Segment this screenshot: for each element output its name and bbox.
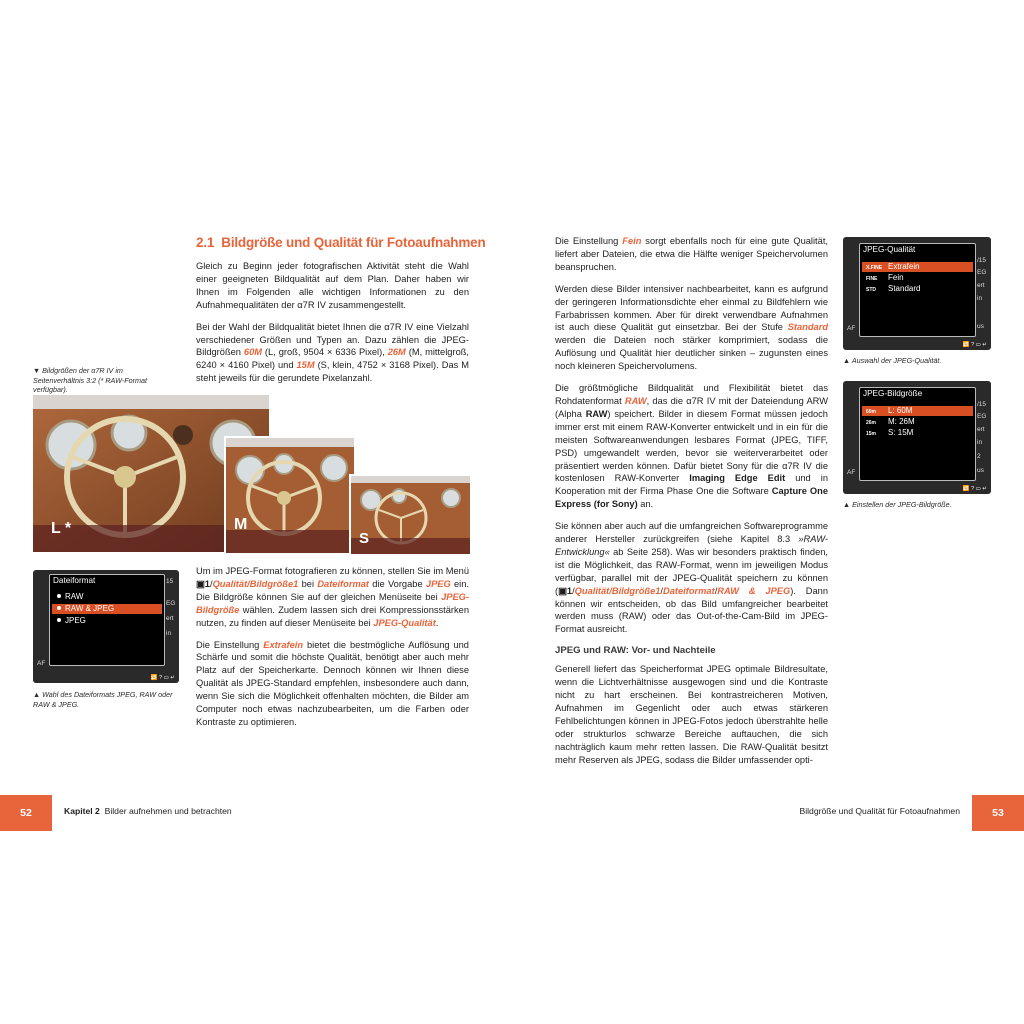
camera-menu-dateiformat [33, 570, 179, 683]
menu-item-26m[interactable] [862, 417, 973, 427]
right-body [555, 235, 828, 775]
paragraph: Die größtmögliche Bildqualität und Flexibilität bietet das Rohdatenformat RAW, das die α7R IV mit der Dateiendung ARW (Alpha RAW) speichert. Bilder in diesem Format müssen jedoch immer erst mit einem RAW-Konverter entwickelt und in ein für die meisten Softwareanwendungen lesbares Format (JPEG, TIFF, PSD) umgewandelt werden, bevor sie weiterverarbeitet oder präsentiert werden können. Dafür bietet Sony für die α7R IV die kostenlosen RAW-Konverter Imaging Edge Edit und in Kooperation mit der Firma Phase One die Software Capture One Express (for Sony) an. [555, 383, 828, 510]
menu-hint-icons: 🔁 ? ▭ ↵ [150, 675, 175, 681]
left-body-bottom [196, 565, 469, 738]
menu-item-fein[interactable] [862, 273, 973, 283]
menu-item-15m[interactable] [862, 428, 973, 438]
paragraph: Bei der Wahl der Bildqualität bietet Ihnen die α7R IV eine Vielzahl verschiedener Größen und Typen an. Dazu zählen die JPEG-Bildgrößen 60M (L, groß, 9504 × 6336 Pixel), 26M (M, mittelgroß, 6240 × 4160 Pixel) und 15M (S, klein, 4752 × 3168 Pixel). Das M steht jeweils für die gerundete Pixelanzahl. [196, 321, 469, 384]
menu-title: Dateiformat [53, 576, 96, 585]
menu-item-extrafein[interactable] [862, 262, 973, 272]
menu-item-label: Standard [888, 284, 921, 293]
left-body-top [196, 260, 469, 394]
footer-chapter-label: Kapitel 2 [64, 806, 100, 816]
bullet-icon [57, 594, 61, 598]
caption-image-sizes: ▼ Bildgrößen der α7R IV im Seitenverhältnis 3:2 (* RAW-Format verfügbar). [33, 366, 147, 395]
menu-item-standard[interactable] [862, 284, 973, 294]
subheading: JPEG und RAW: Vor- und Nachteile [555, 645, 716, 657]
car-dashboard-photo-medium [224, 436, 354, 553]
paragraph: Gleich zu Beginn jeder fotografischen Aktivität steht die Wahl einer geeigneten Bildqualität auf dem Plan. Daher haben wir Ihnen im Folgenden alle wichtigen Informationen zu den Aufnahmequalitäten der α7R IV zusammengestellt. [196, 261, 469, 310]
size-tag: 15m [866, 431, 877, 437]
menu-side-text: AF [37, 660, 46, 667]
bullet-icon [57, 618, 61, 622]
menu-item-label: L: 60M [888, 406, 913, 415]
paragraph: Um im JPEG-Format fotografieren zu können, stellen Sie im Menü ▣1/Qualität/Bildgröße1 bei Dateiformat die Vorgabe JPEG ein. Die Bildgröße können Sie auf der gleichen Menüseite bei JPEG-Bildgröße wählen. Zudem lassen sich drei Kompressionsstärken nutzen, zu finden auf dieser Menüseite bei JPEG-Qualität. [196, 566, 469, 628]
page-number-left: 52 [0, 795, 52, 831]
footer-chapter [64, 806, 232, 816]
menu-side-text: ert [977, 282, 985, 289]
paragraph: Sie können aber auch auf die umfangreichen Softwareprogramme anderer Hersteller zurückgreifen (siehe Kapitel 8.3 »RAW-Entwicklung« ab Seite 258). Was wir besonders praktisch finden, ist die Möglichkeit, das RAW-Format, wenn im jeweiligen Modus verfügbar, parallel mit der JPEG-Qualität speichern zu können (▣1/Qualität/Bildgröße1/Dateiformat/RAW & JPEG). Dann können wir entscheiden, ob das Bild umfangreicher bearbeitet werden muss (RAW) oder das Out-of-the-Cam-Bild im JPEG-Format ausreicht. [555, 521, 828, 635]
paragraph: Werden diese Bilder intensiver nachbearbeitet, kann es aufgrund der geringeren Informationsdichte eher einmal zu Bildfehlern wie Farbabrissen kommen. Aber für direkt verwendbare Aufnahmen ist auch diese Qualität gut einsetzbar. Bei der Stufe Standard werden die Dateien noch stärker komprimiert, sodass die Auflösung und Qualität hier deutlicher sinken – zugunsten eines noch kleineren Speichervolumens. [555, 283, 828, 372]
size-label-large: L * [51, 520, 72, 537]
paragraph: Die Einstellung Extrafein bietet die bestmögliche Auflösung und Schärfe und somit die höchste Qualität, benötigt aber auch mehr Platz auf der Speicherkarte. Dennoch können wir Ihnen diese Qualität als JPEG-Standard empfehlen, insbesondere auch dann, wenn Sie sich die Möglichkeit offenhalten möchten, die Bilder am Computer noch etwas nachzubearbeiten, um die Farben oder Kontraste zu optimieren. [196, 639, 469, 727]
footer-section-title: Bildgröße und Qualität für Fotoaufnahmen [799, 806, 960, 816]
menu-item-label: Fein [888, 273, 904, 282]
menu-side-text: 2 [977, 453, 981, 460]
menu-side-text: EG [977, 413, 987, 420]
menu-item-raw-jpeg[interactable] [52, 604, 162, 614]
bullet-icon [57, 606, 61, 610]
menu-side-text: AF [847, 325, 856, 332]
paragraph: Generell liefert das Speicherformat JPEG optimale Bildresultate, wenn die Lichtverhältnisse ausgewogen sind und die Kontraste nicht zu hart erscheinen. Bei kontrastreicheren Motiven, Aufnahmen im Gegenlicht oder auch etwas stärkeren Fehlbelichtungen können in JPEG-Fotos jedoch überstrahlte helle oder strukturlos schwarze Bereiche auftauchen, die sich nachträglich kaum mehr retten lassen. Die RAW-Qualität besitzt mehr Reserven als JPEG, sodass die Bilder umfassender opti- [555, 664, 828, 765]
menu-item-raw[interactable] [52, 592, 162, 602]
quality-tag: STD [866, 287, 876, 293]
menu-title: JPEG-Bildgröße [863, 389, 923, 398]
size-label-small: S [359, 530, 370, 547]
menu-window [49, 574, 165, 666]
menu-side-text: EG [977, 269, 987, 276]
menu-item-60m[interactable] [862, 406, 973, 416]
menu-window [859, 243, 976, 337]
camera-menu-jpeg-size [843, 381, 991, 494]
menu-side-text: EG [166, 600, 176, 607]
caption-file-format: ▲ Wahl des Dateiformats JPEG, RAW oder RAW & JPEG. [33, 690, 173, 709]
caption-jpeg-quality: ▲ Auswahl der JPEG-Qualität. [843, 356, 942, 365]
menu-hint-icons: 🔁 ? ▭ ↵ [962, 486, 987, 492]
size-label-medium: M [234, 516, 248, 533]
quality-tag: FINE [866, 276, 878, 282]
menu-item-label: JPEG [65, 616, 86, 625]
page-number-right: 53 [972, 795, 1024, 831]
paragraph: Die Einstellung Fein sorgt ebenfalls noch für eine gute Qualität, liefert aber Dateien, die etwa die Hälfte weniger Speichervolumen beanspruchen. [555, 236, 828, 272]
menu-item-jpeg[interactable] [52, 616, 162, 626]
menu-side-text: ert [166, 615, 174, 622]
menu-side-text: us [977, 323, 984, 330]
menu-side-text: in [977, 439, 983, 446]
menu-item-label: Extrafein [888, 262, 920, 271]
camera-menu-jpeg-quality [843, 237, 991, 350]
size-tag: 60m [866, 409, 877, 415]
dashboard-illustration [226, 438, 354, 553]
caption-jpeg-size: ▲ Einstellen der JPEG-Bildgröße. [843, 500, 952, 509]
menu-item-label: RAW & JPEG [65, 604, 115, 613]
menu-side-text: /15 [977, 401, 987, 408]
menu-side-text: ert [977, 426, 985, 433]
menu-side-text: 15 [166, 578, 174, 585]
menu-side-text: in [166, 630, 172, 637]
menu-item-label: S: 15M [888, 428, 914, 437]
section-title: Bildgröße und Qualität für Fotoaufnahmen [221, 235, 486, 250]
menu-window [859, 387, 976, 481]
menu-side-text: /15 [977, 257, 987, 264]
section-heading [196, 235, 486, 250]
section-number: 2.1 [196, 235, 215, 250]
menu-hint-icons: 🔁 ? ▭ ↵ [962, 342, 987, 348]
quality-tag: X.FINE [866, 265, 883, 271]
car-dashboard-photo-small [349, 474, 470, 554]
menu-title: JPEG-Qualität [863, 245, 916, 254]
menu-item-label: RAW [65, 592, 84, 601]
size-tag: 26m [866, 420, 877, 426]
menu-side-text: in [977, 295, 983, 302]
footer-chapter-title: Bilder aufnehmen und betrachten [104, 806, 232, 816]
menu-side-text: us [977, 467, 984, 474]
menu-side-text: AF [847, 469, 856, 476]
menu-item-label: M: 26M [888, 417, 915, 426]
